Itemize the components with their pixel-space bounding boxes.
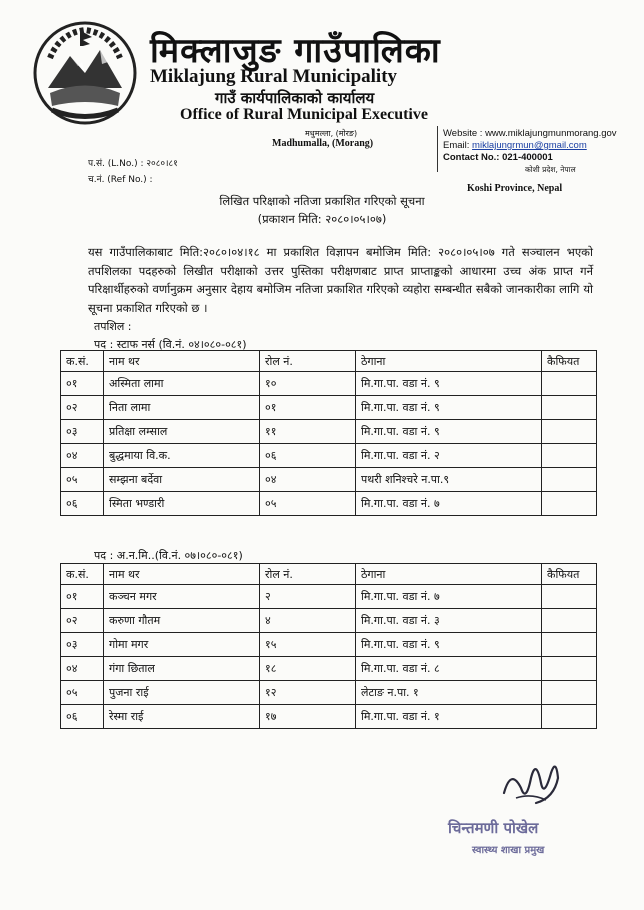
cell-name: गोमा मगर	[104, 633, 260, 657]
cell-address: मि.गा.पा. वडा नं. ८	[356, 657, 542, 681]
notice-date: (प्रकाशन मिति: २०८०।०५।०७)	[257, 212, 387, 226]
details-label: तपशिल :	[94, 320, 132, 333]
cell-name: गंगा छिताल	[104, 657, 260, 681]
cell-serial: ०४	[61, 657, 104, 681]
table-row	[61, 396, 597, 420]
cell-roll: १२	[260, 681, 356, 705]
cell-roll: १०	[260, 372, 356, 396]
municipality-logo	[30, 18, 140, 128]
cell-roll: ०५	[260, 492, 356, 516]
cell-remarks	[542, 681, 597, 705]
cell-remarks	[542, 492, 597, 516]
col-header-name: नाम थर	[104, 351, 260, 372]
signature-scribble	[496, 748, 566, 818]
municipality-name-nepali: मिक्लाजुङ गाउँपालिका	[150, 31, 441, 71]
results-table-anm	[60, 563, 597, 729]
cell-roll: ०६	[260, 444, 356, 468]
cell-name: सम्झना बर्देवा	[104, 468, 260, 492]
table-row	[61, 444, 597, 468]
cell-serial: ०३	[61, 420, 104, 444]
table-row	[61, 372, 597, 396]
signatory-title-stamp: स्वास्थ्य शाखा प्रमुख	[472, 845, 545, 856]
notice-title: लिखित परिक्षाको नतिजा प्रकाशित गरिएको सूचना	[219, 194, 425, 208]
col-header-roll: रोल नं.	[260, 564, 356, 585]
table-row	[61, 681, 597, 705]
cell-address: मि.गा.पा. वडा नं. ९	[356, 372, 542, 396]
office-name-english: Office of Rural Municipal Executive	[180, 106, 428, 123]
col-header-address: ठेगाना	[356, 351, 542, 372]
cell-serial: ०१	[61, 585, 104, 609]
col-header-remarks: कैफियत	[542, 564, 597, 585]
website: Website : www.miklajungmunmorang.gov	[443, 128, 617, 139]
cell-serial: ०१	[61, 372, 104, 396]
table-header-row	[61, 564, 597, 585]
cell-remarks	[542, 657, 597, 681]
cell-serial: ०६	[61, 492, 104, 516]
cell-serial: ०६	[61, 705, 104, 729]
cell-address: मि.गा.पा. वडा नं. १	[356, 705, 542, 729]
address-nepali: मधुमल्ला, (मोरङ)	[305, 129, 358, 138]
cell-roll: १८	[260, 657, 356, 681]
cell-roll: १७	[260, 705, 356, 729]
col-header-serial: क.सं.	[61, 564, 104, 585]
cell-name: पुजना राई	[104, 681, 260, 705]
cell-remarks	[542, 609, 597, 633]
cell-address: लेटाङ न.पा. १	[356, 681, 542, 705]
post-title-anm: पद : अ.न.मि..(वि.नं. ०७।०८०-०८१)	[94, 549, 243, 562]
cell-remarks	[542, 633, 597, 657]
cell-serial: ०३	[61, 633, 104, 657]
address-english: Madhumalla, (Morang)	[272, 138, 374, 149]
cell-roll: १५	[260, 633, 356, 657]
cell-address: मि.गा.पा. वडा नं. २	[356, 444, 542, 468]
table-header-row	[61, 351, 597, 372]
email-label: Email:	[443, 140, 473, 151]
col-header-address: ठेगाना	[356, 564, 542, 585]
cell-name: अस्मिता लामा	[104, 372, 260, 396]
cell-roll: ४	[260, 609, 356, 633]
cell-serial: ०४	[61, 444, 104, 468]
table-row	[61, 609, 597, 633]
cell-roll: ११	[260, 420, 356, 444]
cell-roll: ०४	[260, 468, 356, 492]
cell-remarks	[542, 420, 597, 444]
province-nepali: कोशी प्रदेश, नेपाल	[525, 165, 576, 174]
cell-address: मि.गा.पा. वडा नं. ७	[356, 492, 542, 516]
header-divider	[437, 126, 438, 172]
cell-address: मि.गा.पा. वडा नं. ९	[356, 396, 542, 420]
signatory-name-stamp: चिन्तमणी पोखेल	[448, 819, 539, 837]
office-name-nepali: गाउँ कार्यपालिकाको कार्यालय	[215, 89, 375, 107]
cell-address: मि.गा.पा. वडा नं. ३	[356, 609, 542, 633]
table-row	[61, 492, 597, 516]
cell-remarks	[542, 585, 597, 609]
table-row	[61, 657, 597, 681]
municipality-name-english: Miklajung Rural Municipality	[150, 66, 398, 87]
contact-number: Contact No.: 021-400001	[443, 152, 553, 163]
letter-number: प.सं. (L.No.) : २०८०।८१	[88, 159, 178, 169]
cell-address: मि.गा.पा. वडा नं. ९	[356, 633, 542, 657]
cell-address: मि.गा.पा. वडा नं. ९	[356, 420, 542, 444]
cell-address: पथरी शनिश्चरे न.पा.९	[356, 468, 542, 492]
post-title-staff-nurse: पद : स्टाफ नर्स (वि.नं. ०४।०८०-०८१)	[94, 338, 247, 351]
results-table-staff-nurse	[60, 350, 597, 516]
table-row	[61, 468, 597, 492]
cell-serial: ०२	[61, 396, 104, 420]
cell-name: बुद्धमाया वि.क.	[104, 444, 260, 468]
col-header-name: नाम थर	[104, 564, 260, 585]
cell-remarks	[542, 705, 597, 729]
cell-name: निता लामा	[104, 396, 260, 420]
cell-name: कञ्चन मगर	[104, 585, 260, 609]
cell-address: मि.गा.पा. वडा नं. ७	[356, 585, 542, 609]
email-link[interactable]: miklajungrmun@gmail.com	[472, 140, 587, 151]
table-row	[61, 705, 597, 729]
cell-remarks	[542, 372, 597, 396]
cell-remarks	[542, 468, 597, 492]
col-header-serial: क.सं.	[61, 351, 104, 372]
table-row	[61, 420, 597, 444]
province-english: Koshi Province, Nepal	[467, 183, 563, 194]
notice-body: यस गाउँपालिकाबाट मिति:२०८०।०४।१८ मा प्रकाशित विज्ञापन बमोजिम मिति: २०८०।०५।०७ गते सञ्चालन भएको तपशिलका पदहरुको लिखीत परीक्षाको उत्तर पुस्तिका परीक्षणबाट प्राप्त प्राप्ताङ्कको आधारमा उच्च अंक प्राप्त गर्ने परिक्षार्थीहरुको वर्णानुक्रम अनुसार देहाय बमोजिम नतिजा प्रकाशित गरिएको व्यहोरा सम्बन्धीत सबैको जानकारीका लागि यो सूचना प्रकाशित गरिएको छ ।	[88, 245, 593, 315]
reference-block	[88, 156, 178, 188]
ref-number: च.नं. (Ref No.) :	[88, 175, 153, 185]
cell-serial: ०२	[61, 609, 104, 633]
cell-roll: २	[260, 585, 356, 609]
col-header-remarks: कैफियत	[542, 351, 597, 372]
col-header-roll: रोल नं.	[260, 351, 356, 372]
table-row	[61, 585, 597, 609]
cell-name: स्मिता भण्डारी	[104, 492, 260, 516]
cell-remarks	[542, 444, 597, 468]
cell-name: करुणा गौतम	[104, 609, 260, 633]
cell-name: प्रतिक्षा लम्साल	[104, 420, 260, 444]
table-row	[61, 633, 597, 657]
cell-name: रेस्मा राई	[104, 705, 260, 729]
cell-serial: ०५	[61, 468, 104, 492]
contact-block	[443, 128, 617, 176]
cell-roll: ०१	[260, 396, 356, 420]
cell-serial: ०५	[61, 681, 104, 705]
cell-remarks	[542, 396, 597, 420]
